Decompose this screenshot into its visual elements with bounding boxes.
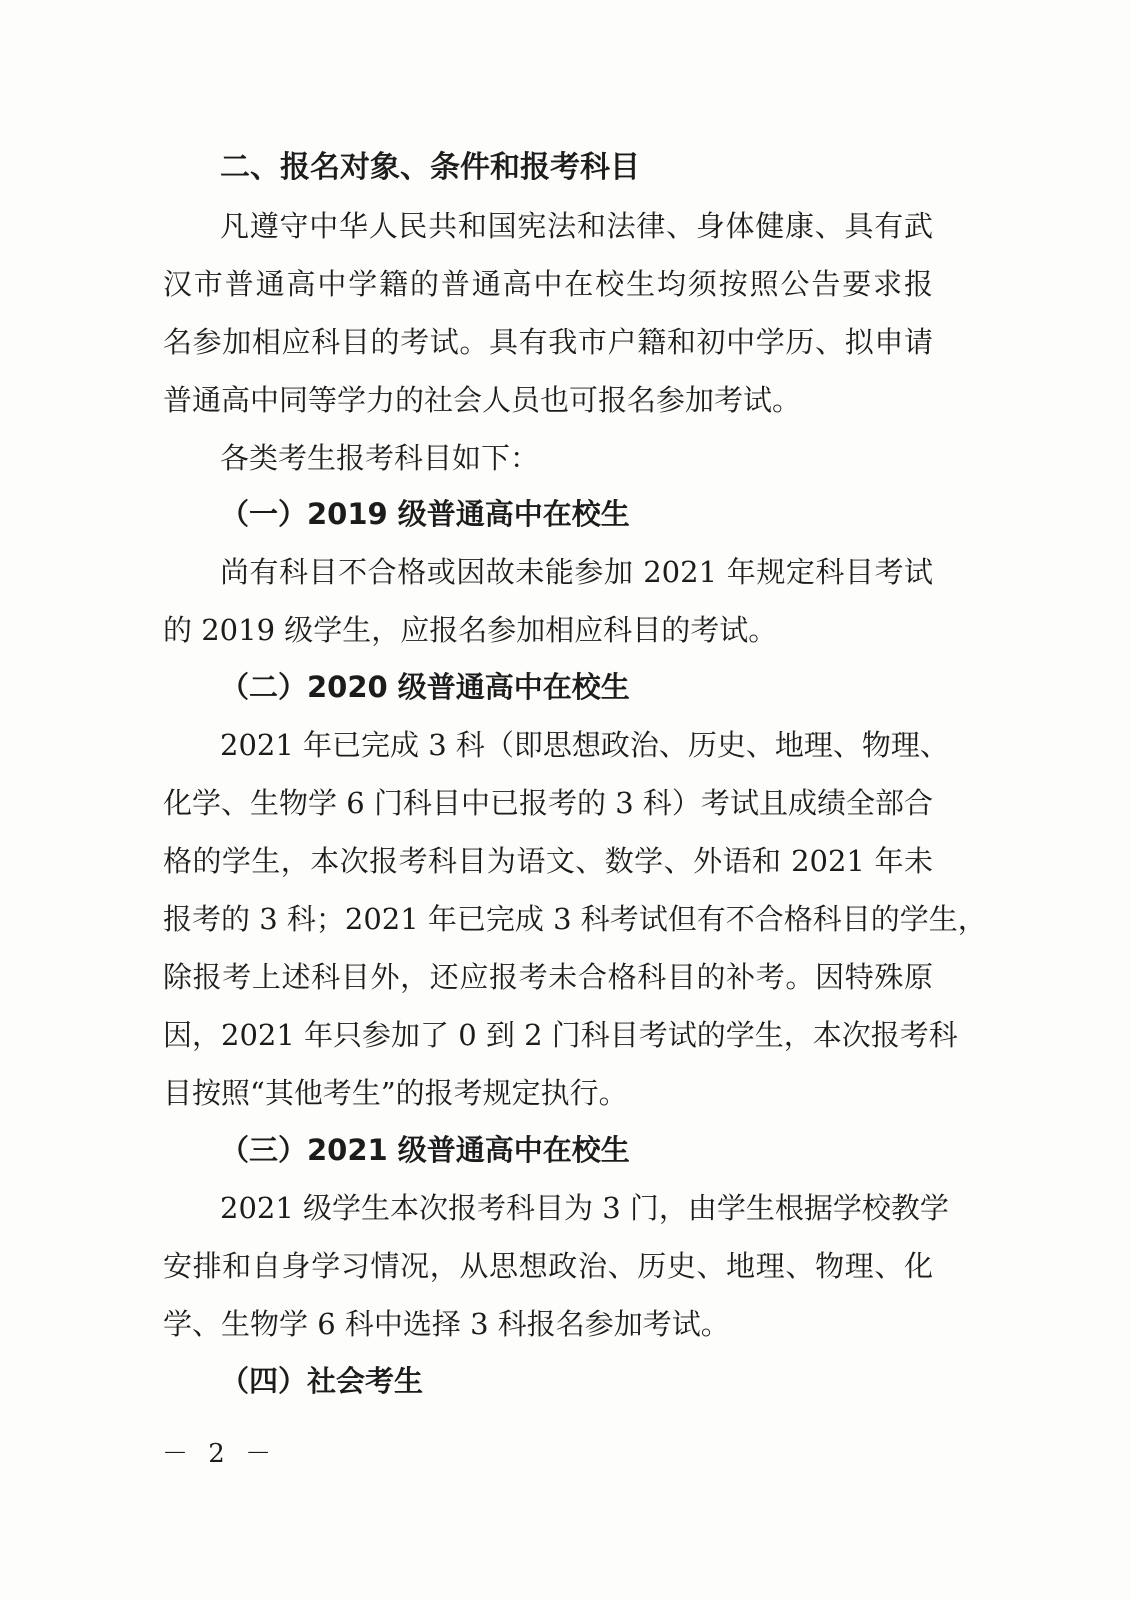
paragraph-line: 化学、生物学 6 门科目中已报考的 3 科）考试且成绩全部合 bbox=[163, 786, 933, 820]
paragraph-line: 各类考生报考科目如下： bbox=[220, 441, 540, 475]
subheading: （二）2020 级普通高中在校生 bbox=[220, 670, 630, 704]
subheading: （四）社会考生 bbox=[220, 1364, 424, 1398]
paragraph-line: 名参加相应科目的考试。具有我市户籍和初中学历、拟申请 bbox=[163, 325, 933, 359]
paragraph-line: 凡遵守中华人民共和国宪法和法律、身体健康、具有武 bbox=[220, 209, 933, 243]
section-heading: 二、报名对象、条件和报考科目 bbox=[220, 150, 640, 185]
paragraph-line: 报考的 3 科；2021 年已完成 3 科考试但有不合格科目的学生， bbox=[163, 902, 987, 936]
subheading: （一）2019 级普通高中在校生 bbox=[220, 497, 630, 531]
subheading: （三）2021 级普通高中在校生 bbox=[220, 1133, 630, 1167]
paragraph-line: 除报考上述科目外，还应报考未合格科目的补考。因特殊原 bbox=[163, 960, 933, 994]
page-number: － 2 － bbox=[162, 1439, 278, 1469]
paragraph-line: 尚有科目不合格或因故未能参加 2021 年规定科目考试 bbox=[220, 555, 933, 589]
paragraph-line: 目按照“其他考生”的报考规定执行。 bbox=[163, 1076, 628, 1110]
paragraph-line: 2021 级学生本次报考科目为 3 门，由学生根据学校教学 bbox=[220, 1191, 949, 1225]
paragraph-line: 安排和自身学习情况，从思想政治、历史、地理、物理、化 bbox=[163, 1249, 933, 1283]
paragraph-line: 学、生物学 6 科中选择 3 科报名参加考试。 bbox=[163, 1307, 730, 1341]
paragraph-line: 普通高中同等学力的社会人员也可报名参加考试。 bbox=[163, 383, 802, 417]
paragraph-line: 格的学生，本次报考科目为语文、数学、外语和 2021 年未 bbox=[163, 844, 933, 878]
paragraph-line: 2021 年已完成 3 科（即思想政治、历史、地理、物理、 bbox=[220, 728, 949, 762]
paragraph-line: 汉市普通高中学籍的普通高中在校生均须按照公告要求报 bbox=[163, 267, 933, 301]
paragraph-line: 的 2019 级学生，应报名参加相应科目的考试。 bbox=[163, 613, 778, 647]
paragraph-line: 因，2021 年只参加了 0 到 2 门科目考试的学生，本次报考科 bbox=[163, 1018, 958, 1052]
